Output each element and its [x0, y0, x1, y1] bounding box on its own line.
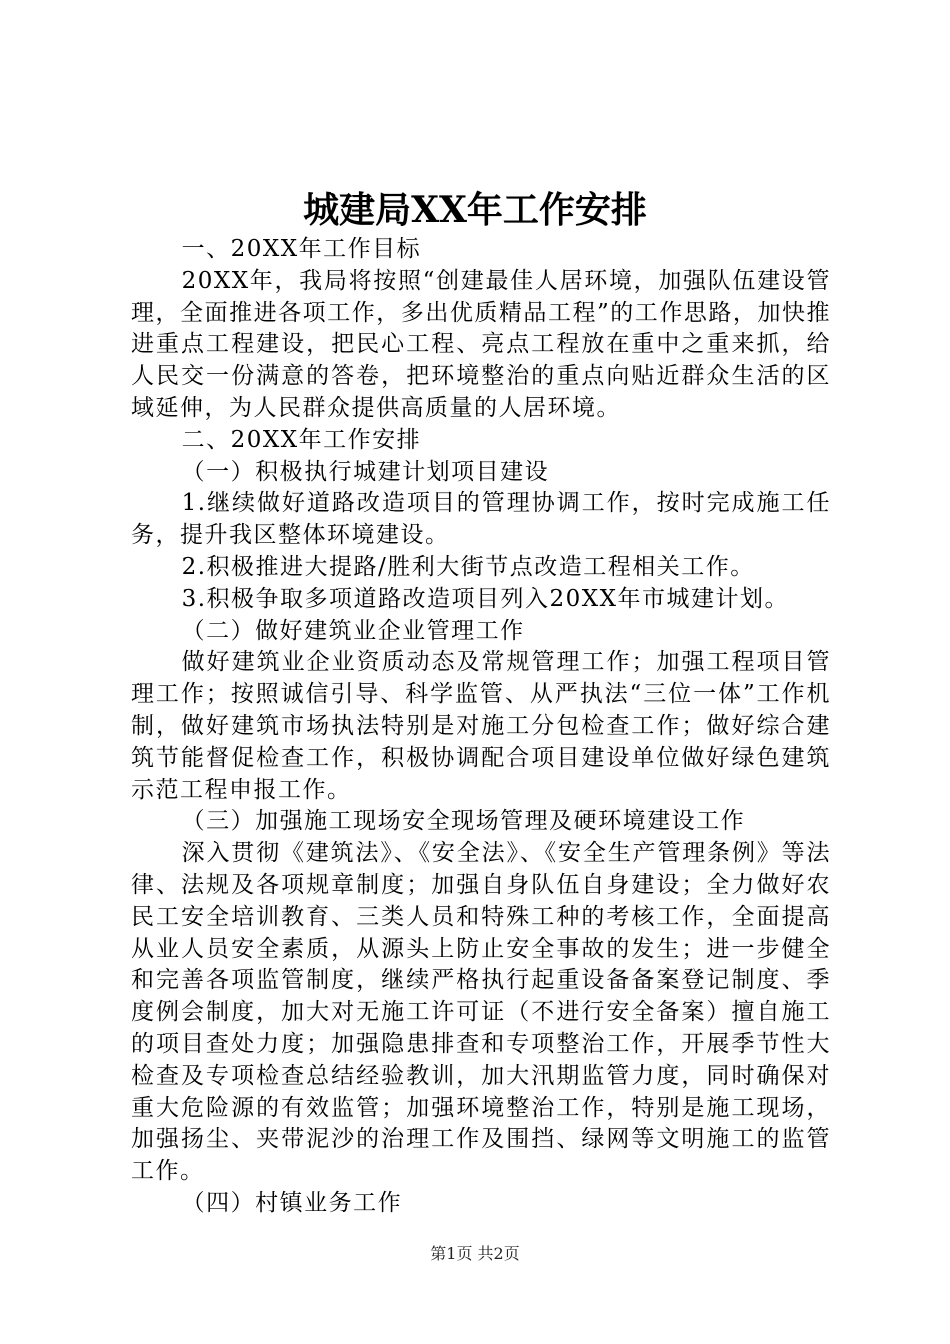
subsection-heading-3: （三）加强施工现场安全现场管理及硬环境建设工作 [181, 808, 746, 835]
document-body [131, 234, 831, 1220]
list-item-2: 2.积极推进大提路/胜利大街节点改造工程相关工作。 [181, 553, 755, 580]
section-heading-goals: 一、20XX年工作目标 [181, 236, 422, 262]
subsection-heading-1: （一）积极执行城建计划项目建设 [181, 458, 550, 485]
list-item-3: 3.积极争取多项道路改造项目列入20XX年市城建计划。 [181, 585, 790, 612]
subsection-heading-4: （四）村镇业务工作 [181, 1189, 403, 1216]
paragraph-goals: 20XX年，我局将按照“创建最佳人居环境，加强队伍建设管理，全面推进各项工作，多出优质精品工程”的工作思路，加快推进重点工程建设，把民心工程、亮点工程放在重中之重来抓，给人民交一份满意的答卷，把环境整治的重点向贴近群众生活的区域延伸，为人民群众提供高质量的人居环境。 [131, 267, 831, 421]
paragraph-site-safety: 深入贯彻《建筑法》、《安全法》、《安全生产管理条例》等法律、法规及各项规章制度；加强自身队伍自身建设；全力做好农民工安全培训教育、三类人员和特殊工种的考核工作，全面提高从业人员安全素质，从源头上防止安全事故的发生；进一步健全和完善各项监管制度，继续严格执行起重设备备案登记制度、季度例会制度，加大对无施工许可证（不进行安全备案）擅自施工的项目查处力度；加强隐患排查和专项整治工作，开展季节性大检查及专项检查总结经验教训，加大汛期监管力度，同时确保对重大危险源的有效监管；加强环境整治工作，特别是施工现场，加强扬尘、夹带泥沙的治理工作及围挡、绿网等文明施工的监管工作。 [131, 840, 831, 1185]
paragraph-construction-enterprise: 做好建筑业企业资质动态及常规管理工作；加强工程项目管理工作；按照诚信引导、科学监管、从严执法“三位一体”工作机制，做好建筑市场执法特别是对施工分包检查工作；做好综合建筑节能督促检查工作，积极协调配合项目建设单位做好绿色建筑示范工程申报工作。 [131, 649, 831, 803]
page-footer: 第1页 共2页 [430, 1244, 520, 1263]
document-title: 城建局XX年工作安排 [303, 189, 647, 231]
subsection-heading-2: （二）做好建筑业企业管理工作 [181, 617, 525, 644]
list-item-1: 1.继续做好道路改造项目的管理协调工作，按时完成施工任务，提升我区整体环境建设。 [131, 490, 831, 549]
section-heading-arrangements: 二、20XX年工作安排 [181, 426, 422, 453]
